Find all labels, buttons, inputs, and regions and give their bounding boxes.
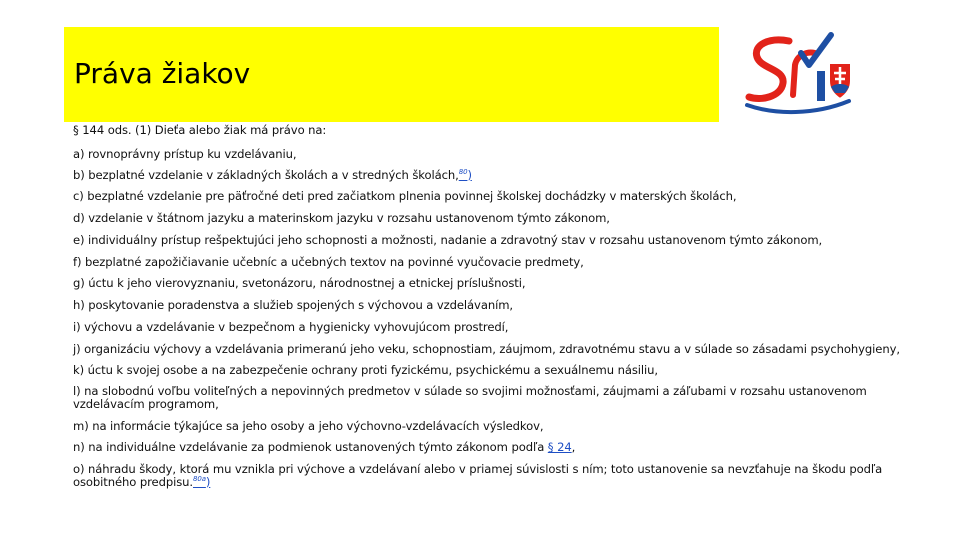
list-item-l: l) na slobodnú voľbu voliteľných a nepovinných predmetov v súlade so svojimi možnosťami, záujmami a záľubami v rozsahu ustanovenom vzdelávacím programom, — [73, 384, 867, 411]
list-item-h: h) poskytovanie poradenstva a služieb spojených s výchovou a vzdelávaním, — [73, 298, 513, 312]
list-item-a: a) rovnoprávny prístup ku vzdelávaniu, — [73, 147, 297, 161]
list-item-f: f) bezplatné zapožičiavanie učebníc a učebných textov na povinné vyučovacie predmety, — [73, 255, 584, 269]
slide-title: Práva žiakov — [74, 57, 251, 90]
list-item-e: e) individuálny prístup rešpektujúci jeho schopnosti a možnosti, nadanie a zdravotný stav v rozsahu ustanovenom týmto zákonom, — [73, 233, 823, 247]
footnote-link-80[interactable]: $^{80}$) — [458, 168, 472, 182]
list-item-b — [73, 169, 472, 182]
paragraph-link-24[interactable]: § 24 — [547, 440, 572, 454]
list-item-j: j) organizáciu výchovy a vzdelávania primeranú jeho veku, schopnostiam, záujmom, zdravotnému stavu a v súlade so zásadami psychohygieny, — [73, 342, 900, 356]
list-item-g: g) úctu k jeho vierovyznaniu, svetonázoru, národnostnej a etnickej príslušnosti, — [73, 276, 526, 290]
list-item-n — [73, 441, 575, 454]
list-item-i: i) výchovu a vzdelávanie v bezpečnom a hygienicky vyhovujúcom prostredí, — [73, 320, 509, 334]
list-item-o — [73, 463, 893, 489]
sri-logo-icon — [745, 31, 855, 117]
logo-area — [720, 27, 896, 122]
list-item-b-text: b) bezplatné vzdelanie v základných školách a v stredných školách, — [73, 168, 459, 182]
list-item-m: m) na informácie týkajúce sa jeho osoby a jeho výchovno-vzdelávacích výsledkov, — [73, 419, 544, 433]
list-item-n-text: n) na individuálne vzdelávanie za podmienok ustanovených týmto zákonom podľa — [73, 440, 545, 454]
list-item-c: c) bezplatné vzdelanie pre päťročné deti pred začiatkom plnenia povinnej školskej dochádzky v materských školách, — [73, 189, 737, 203]
list-item-n-tail: , — [571, 440, 576, 454]
footnote-link-80a[interactable]: $^{80a}$) — [192, 475, 211, 489]
list-item-k: k) úctu k svojej osobe a na zabezpečenie ochrany proti fyzickému, psychickému a sexuálnemu násiliu, — [73, 363, 658, 377]
section-intro: § 144 ods. (1) Dieťa alebo žiak má právo na: — [73, 123, 327, 137]
list-item-o-text: o) náhradu škody, ktorá mu vznikla pri výchove a vzdelávaní alebo v priamej súvislosti s ním; toto ustanovenie sa nevzťahuje na škodu podľa osobitného predpisu. — [73, 462, 883, 489]
list-item-d: d) vzdelanie v štátnom jazyku a materinskom jazyku v rozsahu ustanovenom týmto zákonom, — [73, 211, 610, 225]
